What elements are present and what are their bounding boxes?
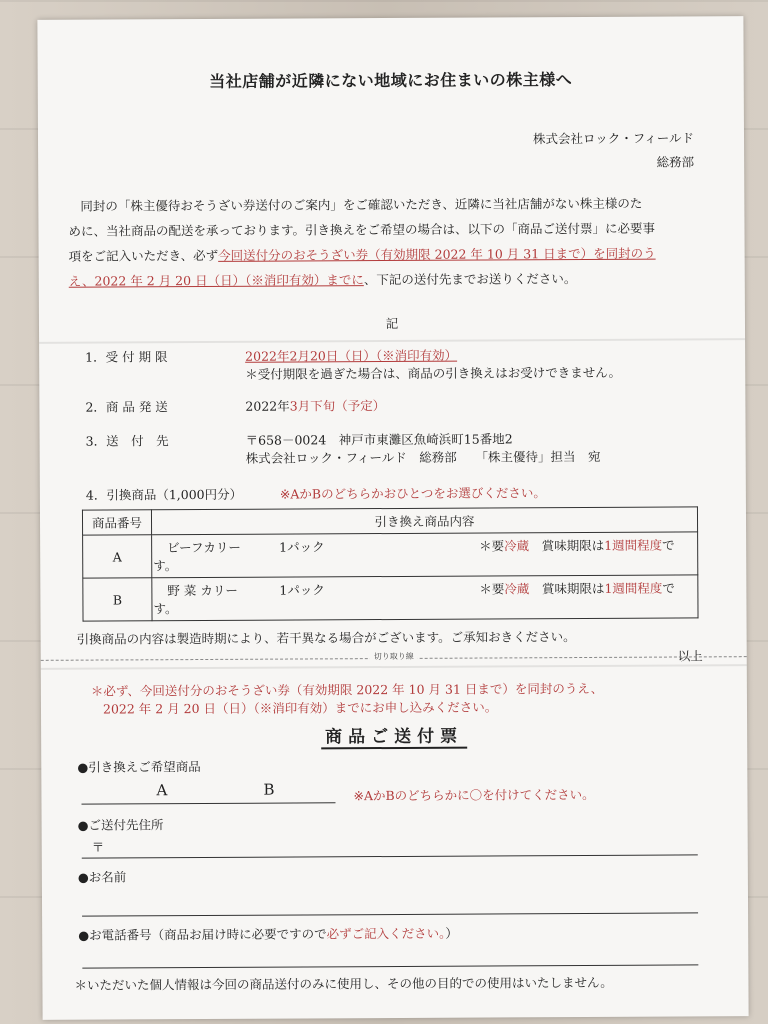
intro-text: 、下記の送付先までお送りください。	[363, 271, 577, 288]
ship-label: 2．商 品 発 送	[85, 399, 168, 415]
intro-emphasis: え、2022 年 2 月 20 日（日）（※消印有効）までに	[68, 272, 364, 289]
exchange-table	[82, 506, 699, 621]
address-label: ●ご送付先住所	[77, 817, 164, 833]
choice-underline	[81, 802, 335, 804]
name-field-line[interactable]	[82, 912, 698, 916]
table-row	[83, 575, 698, 621]
phone-label-emphasis: 必ずご記入ください。	[326, 925, 446, 942]
deadline-value: 2022年2月20日（日）（※消印有効）	[245, 347, 458, 364]
address-field-line[interactable]	[82, 854, 698, 858]
sender-company: 株式会社ロック・フィールド	[532, 130, 695, 147]
ship-plan: （予定）	[335, 398, 386, 414]
intro-line	[69, 266, 656, 294]
exchange-label: 4．引換商品（1,000円分）	[85, 486, 243, 503]
dest-label: 3．送 付 先	[85, 433, 169, 449]
item-end: です。	[153, 580, 675, 617]
phone-field-line[interactable]	[82, 964, 698, 968]
table-header-no: 商品番号	[82, 510, 151, 535]
intro-paragraph	[68, 191, 655, 294]
table-row	[83, 532, 698, 578]
choice-label: ●引き換えご希望商品	[77, 759, 201, 775]
phone-label	[78, 924, 458, 944]
reminder-line1: ＊必ず、今回送付分のおそうざい券（有効期限 2022 年 10 月 31 日まで）を同封のうえ、	[90, 680, 604, 699]
item-cold: 冷蔵	[504, 538, 530, 554]
name-label: ●お名前	[77, 869, 127, 885]
item-shelf: 賞味期限は	[541, 537, 605, 554]
document-sheet	[37, 16, 748, 1020]
closing-ijou: 以上	[677, 648, 703, 664]
item-name: ビーフカリー	[167, 539, 241, 556]
dest-name: 株式会社ロック・フィールド 総務部 「株主優待」担当 宛	[245, 448, 601, 466]
item-no: A	[83, 535, 152, 578]
ship-value	[245, 396, 385, 415]
item-content	[152, 575, 698, 621]
sender-dept: 総務部	[656, 154, 695, 170]
ship-month: 3月下旬	[289, 398, 336, 414]
intro-emphasis: 今回送付分のおそうざい券（有効期限 2022 年 10 月 31 日まで）を同封のう	[218, 245, 656, 263]
reminder-line2: 2022 年 2 月 20 日（日）（※消印有効）までにお申し込みください。	[102, 699, 498, 717]
ship-year: 2022年	[245, 398, 290, 414]
item-qty: 1パック	[279, 582, 325, 598]
item-no: B	[83, 578, 152, 621]
item-name: 野 菜 カリー	[167, 582, 238, 599]
fold-line	[39, 338, 745, 344]
intro-text: 項をご記入いただき、必ず	[68, 247, 219, 264]
deadline-label: 1．受 付 期 限	[85, 349, 168, 365]
item-cold: 冷蔵	[504, 581, 530, 597]
dest-address: 〒658－0024 神戸市東灘区魚崎浜町15番地2	[245, 431, 513, 448]
form-title: 商品ご送付票	[321, 727, 467, 750]
table-header-row	[82, 507, 697, 535]
item-content	[152, 532, 698, 578]
item-period: 1週間程度	[604, 580, 663, 596]
choice-note: ※AかBのどちらかに〇を付けてください。	[353, 786, 595, 804]
item-req: ＊要	[479, 538, 505, 554]
phone-label-text: ●お電話番号（商品お届け時に必要ですので	[78, 926, 327, 943]
phone-label-end: ）	[445, 925, 458, 941]
item-shelf: 賞味期限は	[541, 580, 605, 597]
cut-label: 切り取り線	[41, 649, 747, 664]
form-title-wrap	[41, 720, 747, 749]
privacy-note: ＊いただいた個人情報は今回の商品送付のみに使用し、その他の目的での使用はいたしません。	[74, 974, 613, 993]
table-note: 引換商品の内容は製造時期により、若干異なる場合がございます。ご承知おきください。	[76, 629, 576, 647]
choice-b[interactable]: B	[263, 780, 275, 799]
postal-mark: 〒	[91, 839, 105, 855]
item-req: ＊要	[479, 581, 505, 597]
intro-line: 同封の「株主優待おそうざい券送付のご案内」をご確認いただき、近隣に当社店舗がない株主様のた	[80, 195, 643, 214]
item-end: です。	[153, 537, 675, 574]
intro-line: めに、当社商品の配送を承っております。引き換えをご希望の場合は、以下の「商品ご送付票」に必要事	[68, 220, 656, 239]
page-title: 当社店舗が近隣にない地域にお住まいの株主様へ	[209, 70, 573, 91]
exchange-note: ※AかBのどちらかおひとつをお選びください。	[279, 485, 546, 502]
deadline-note: ＊受付期限を過ぎた場合は、商品の引き換えはお受けできません。	[245, 364, 622, 382]
intro-line	[69, 241, 656, 269]
choice-a[interactable]: A	[156, 781, 168, 800]
ki-heading: 記	[385, 315, 399, 332]
item-qty: 1パック	[279, 539, 325, 555]
fold-line	[41, 664, 747, 670]
item-period: 1週間程度	[604, 537, 663, 553]
table-header-content: 引き換え商品内容	[151, 507, 697, 535]
